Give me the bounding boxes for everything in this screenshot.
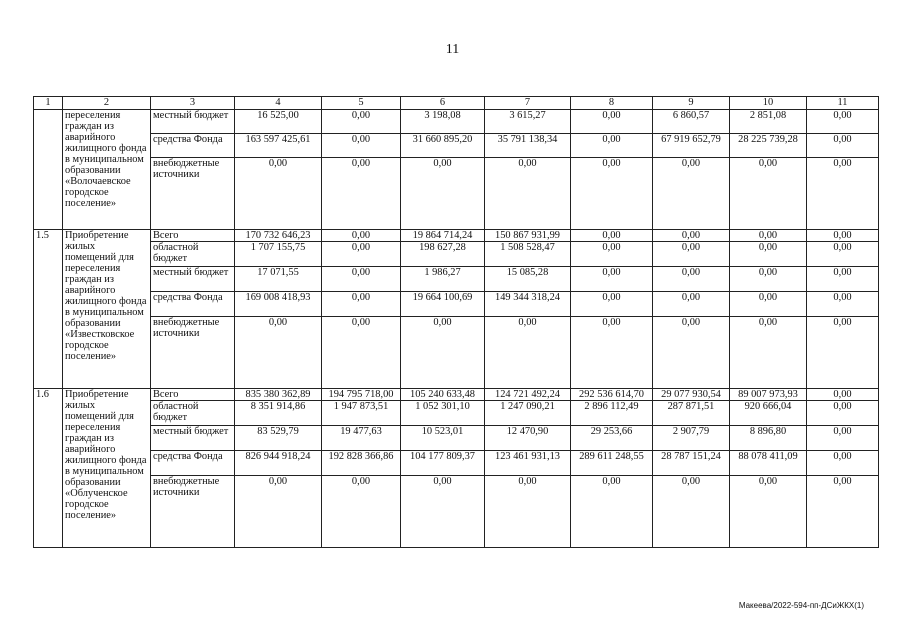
amount-cell: 0,00 xyxy=(807,317,879,389)
amount-cell: 0,00 xyxy=(235,317,322,389)
column-header: 9 xyxy=(653,97,730,110)
amount-cell: 0,00 xyxy=(653,476,730,548)
column-header: 10 xyxy=(730,97,807,110)
column-header: 1 xyxy=(34,97,63,110)
amount-cell: 0,00 xyxy=(571,230,653,242)
column-header: 2 xyxy=(63,97,151,110)
amount-cell: 0,00 xyxy=(485,317,571,389)
amount-cell: 3 615,27 xyxy=(485,110,571,134)
amount-cell: 16 525,00 xyxy=(235,110,322,134)
amount-cell: 150 867 931,99 xyxy=(485,230,571,242)
amount-cell: 105 240 633,48 xyxy=(401,389,485,401)
amount-cell: 0,00 xyxy=(807,242,879,267)
amount-cell: 0,00 xyxy=(807,230,879,242)
table-row xyxy=(34,476,879,548)
amount-cell: 10 523,01 xyxy=(401,426,485,451)
amount-cell: 0,00 xyxy=(807,292,879,317)
table-row xyxy=(34,401,879,426)
funding-source: областной бюджет xyxy=(151,242,235,267)
amount-cell: 0,00 xyxy=(401,158,485,230)
amount-cell: 0,00 xyxy=(730,242,807,267)
funding-source: средства Фонда xyxy=(151,451,235,476)
amount-cell: 0,00 xyxy=(730,230,807,242)
table-row xyxy=(34,242,879,267)
program-table xyxy=(33,96,879,548)
amount-cell: 8 351 914,86 xyxy=(235,401,322,426)
amount-cell: 0,00 xyxy=(730,292,807,317)
amount-cell: 35 791 138,34 xyxy=(485,134,571,158)
amount-cell: 0,00 xyxy=(653,317,730,389)
table-row xyxy=(34,158,879,230)
amount-cell: 1 707 155,75 xyxy=(235,242,322,267)
funding-source: внебюджетные источники xyxy=(151,476,235,548)
funding-source: Всего xyxy=(151,389,235,401)
amount-cell: 19 864 714,24 xyxy=(401,230,485,242)
amount-cell: 0,00 xyxy=(322,134,401,158)
amount-cell: 8 896,80 xyxy=(730,426,807,451)
amount-cell: 0,00 xyxy=(401,476,485,548)
amount-cell: 123 461 931,13 xyxy=(485,451,571,476)
amount-cell: 198 627,28 xyxy=(401,242,485,267)
amount-cell: 6 860,57 xyxy=(653,110,730,134)
amount-cell: 0,00 xyxy=(807,110,879,134)
column-header: 4 xyxy=(235,97,322,110)
amount-cell: 0,00 xyxy=(653,230,730,242)
amount-cell: 29 253,66 xyxy=(571,426,653,451)
amount-cell: 0,00 xyxy=(730,476,807,548)
row-index xyxy=(34,110,63,230)
amount-cell: 0,00 xyxy=(322,267,401,292)
amount-cell: 19 664 100,69 xyxy=(401,292,485,317)
amount-cell: 0,00 xyxy=(571,292,653,317)
amount-cell: 292 536 614,70 xyxy=(571,389,653,401)
amount-cell: 67 919 652,79 xyxy=(653,134,730,158)
amount-cell: 169 008 418,93 xyxy=(235,292,322,317)
amount-cell: 0,00 xyxy=(571,317,653,389)
amount-cell: 2 896 112,49 xyxy=(571,401,653,426)
row-index: 1.5 xyxy=(34,230,63,389)
amount-cell: 17 071,55 xyxy=(235,267,322,292)
row-index: 1.6 xyxy=(34,389,63,548)
funding-source: средства Фонда xyxy=(151,134,235,158)
amount-cell: 0,00 xyxy=(401,317,485,389)
amount-cell: 0,00 xyxy=(807,426,879,451)
table-row xyxy=(34,451,879,476)
amount-cell: 163 597 425,61 xyxy=(235,134,322,158)
amount-cell: 83 529,79 xyxy=(235,426,322,451)
amount-cell: 104 177 809,37 xyxy=(401,451,485,476)
column-header: 7 xyxy=(485,97,571,110)
column-header: 6 xyxy=(401,97,485,110)
amount-cell: 192 828 366,86 xyxy=(322,451,401,476)
amount-cell: 0,00 xyxy=(807,451,879,476)
amount-cell: 31 660 895,20 xyxy=(401,134,485,158)
funding-source: местный бюджет xyxy=(151,426,235,451)
amount-cell: 0,00 xyxy=(322,242,401,267)
table-row xyxy=(34,292,879,317)
amount-cell: 3 198,08 xyxy=(401,110,485,134)
amount-cell: 89 007 973,93 xyxy=(730,389,807,401)
amount-cell: 0,00 xyxy=(807,401,879,426)
amount-cell: 835 380 362,89 xyxy=(235,389,322,401)
column-number-row xyxy=(34,97,879,110)
amount-cell: 0,00 xyxy=(807,476,879,548)
amount-cell: 1 508 528,47 xyxy=(485,242,571,267)
column-header: 8 xyxy=(571,97,653,110)
amount-cell: 0,00 xyxy=(485,476,571,548)
amount-cell: 0,00 xyxy=(807,267,879,292)
amount-cell: 0,00 xyxy=(730,317,807,389)
amount-cell: 826 944 918,24 xyxy=(235,451,322,476)
amount-cell: 0,00 xyxy=(322,292,401,317)
amount-cell: 287 871,51 xyxy=(653,401,730,426)
amount-cell: 28 225 739,28 xyxy=(730,134,807,158)
amount-cell: 1 947 873,51 xyxy=(322,401,401,426)
amount-cell: 1 052 301,10 xyxy=(401,401,485,426)
amount-cell: 1 986,27 xyxy=(401,267,485,292)
activity-description: переселения граждан из аварийного жилищного фонда в муниципальном образовании «Волочаевское городское поселение» xyxy=(63,110,151,230)
table-row xyxy=(34,389,879,401)
amount-cell: 0,00 xyxy=(807,158,879,230)
table-row xyxy=(34,110,879,134)
table-row xyxy=(34,134,879,158)
amount-cell: 124 721 492,24 xyxy=(485,389,571,401)
amount-cell: 0,00 xyxy=(653,242,730,267)
funding-source: средства Фонда xyxy=(151,292,235,317)
amount-cell: 0,00 xyxy=(571,110,653,134)
funding-source: внебюджетные источники xyxy=(151,317,235,389)
amount-cell: 2 851,08 xyxy=(730,110,807,134)
funding-source: внебюджетные источники xyxy=(151,158,235,230)
amount-cell: 1 247 090,21 xyxy=(485,401,571,426)
funding-source: Всего xyxy=(151,230,235,242)
table-row xyxy=(34,317,879,389)
activity-description: Приобретение жилых помещений для переселения граждан из аварийного жилищного фонда в муниципальном образовании «Облученское городское поселение» xyxy=(63,389,151,548)
amount-cell: 194 795 718,00 xyxy=(322,389,401,401)
amount-cell: 0,00 xyxy=(653,292,730,317)
amount-cell: 0,00 xyxy=(807,134,879,158)
amount-cell: 12 470,90 xyxy=(485,426,571,451)
amount-cell: 0,00 xyxy=(571,267,653,292)
activity-description: Приобретение жилых помещений для переселения граждан из аварийного жилищного фонда в муниципальном образовании «Известковское городское поселение» xyxy=(63,230,151,389)
amount-cell: 0,00 xyxy=(322,476,401,548)
amount-cell: 0,00 xyxy=(322,317,401,389)
amount-cell: 289 611 248,55 xyxy=(571,451,653,476)
amount-cell: 0,00 xyxy=(571,134,653,158)
amount-cell: 19 477,63 xyxy=(322,426,401,451)
amount-cell: 920 666,04 xyxy=(730,401,807,426)
funding-source: местный бюджет xyxy=(151,267,235,292)
amount-cell: 0,00 xyxy=(653,267,730,292)
amount-cell: 29 077 930,54 xyxy=(653,389,730,401)
table-row xyxy=(34,267,879,292)
amount-cell: 0,00 xyxy=(807,389,879,401)
amount-cell: 0,00 xyxy=(235,476,322,548)
amount-cell: 170 732 646,23 xyxy=(235,230,322,242)
table-row xyxy=(34,426,879,451)
document-reference: Макеева/2022-594-пп-ДСиЖКХ(1) xyxy=(738,601,864,610)
funding-source: областной бюджет xyxy=(151,401,235,426)
amount-cell: 0,00 xyxy=(235,158,322,230)
amount-cell: 0,00 xyxy=(730,158,807,230)
amount-cell: 0,00 xyxy=(571,242,653,267)
amount-cell: 0,00 xyxy=(653,158,730,230)
amount-cell: 28 787 151,24 xyxy=(653,451,730,476)
amount-cell: 0,00 xyxy=(571,158,653,230)
amount-cell: 2 907,79 xyxy=(653,426,730,451)
amount-cell: 15 085,28 xyxy=(485,267,571,292)
column-header: 11 xyxy=(807,97,879,110)
amount-cell: 149 344 318,24 xyxy=(485,292,571,317)
column-header: 5 xyxy=(322,97,401,110)
amount-cell: 0,00 xyxy=(322,230,401,242)
amount-cell: 0,00 xyxy=(571,476,653,548)
table-row xyxy=(34,230,879,242)
funding-source: местный бюджет xyxy=(151,110,235,134)
amount-cell: 88 078 411,09 xyxy=(730,451,807,476)
page-number: 11 xyxy=(445,42,460,57)
amount-cell: 0,00 xyxy=(485,158,571,230)
amount-cell: 0,00 xyxy=(322,158,401,230)
amount-cell: 0,00 xyxy=(730,267,807,292)
amount-cell: 0,00 xyxy=(322,110,401,134)
column-header: 3 xyxy=(151,97,235,110)
